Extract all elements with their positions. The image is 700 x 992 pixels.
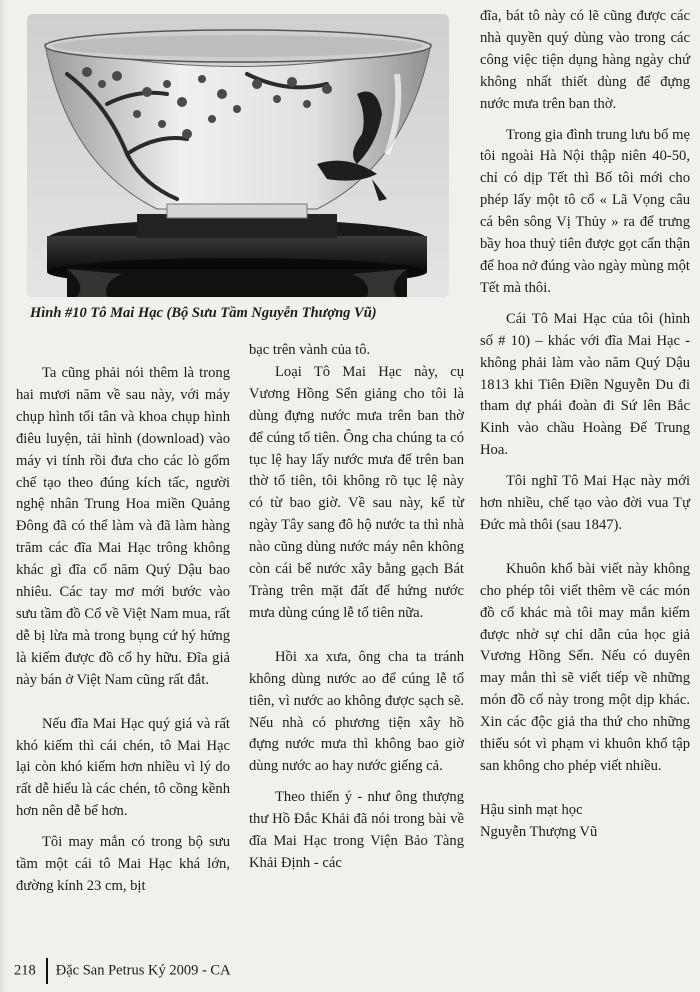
- text-column-3: [480, 6, 690, 844]
- paragraph: bạc trên vành của tô.: [249, 342, 371, 358]
- paragraph: Khuôn khổ bài viết này không cho phép tôi viết thêm về các món đồ cổ khác mà tôi may mắn kiếm được nhờ sự chỉ dẫn của học giả Vương Hồng Sển. Nếu có duyên may mắn thì sẽ viết tiếp về những món đồ cổ này trong một dịp khác. Xin các độc giả tha thứ cho những thiếu sót vì phạm vi khuôn khổ tập san không cho phép viết nhiều.: [480, 560, 690, 774]
- text-column-1: [16, 363, 230, 898]
- paragraph: Trong gia đình trung lưu bố mẹ tôi ngoài Hà Nội thập niên 40-50, chỉ có dịp Tết thì Bố tôi mới cho phép lấy một tô cổ « Lã Vọng câu cá bên sông Vị Thủy » ra để trưng bầy hoa thuỷ tiên được gọt cẩn thận để hoa nở đúng vào ngày mùng một Tết mà thôi.: [480, 126, 690, 296]
- page-binding-shadow: [0, 0, 6, 992]
- paragraph: Ta cũng phải nói thêm là trong hai mươi năm về sau này, với máy chụp hình tối tân và khoa chụp hình điêu luyện, tải hình (download) vào máy vi tính rồi đưa cho các lò gốm chế tạo theo đúng kích tấc, người nghệ nhân Trung Hoa miền Quảng Đông đã có thể làm và đã làm hàng trăm các đĩa Mai Hạc trông không khác gì đĩa cổ năm Quý Dậu bao nhiêu. Các tay mơ mới bước vào sưu tầm đồ Cổ về Việt Nam mua, rất dễ bị lừa mà trong bụng cứ hý hửng là kiếm được đồ cổ hy hữu. Đĩa giả này bán ở Việt Nam cũng rất đắt.: [16, 365, 230, 688]
- text-column-2: [249, 340, 464, 875]
- paragraph: Theo thiển ý - như ông thượng thư Hồ Đắc Khải đã nói trong bài về đĩa Mai Hạc trong Viện Bảo Tàng Khải Định - các: [249, 789, 464, 871]
- page-number: 218: [14, 962, 36, 979]
- signature-author: Nguyễn Thượng Vũ: [480, 823, 598, 840]
- publication-title: Đặc San Petrus Ký 2009 - CA: [55, 962, 231, 979]
- paragraph: đĩa, bát tô này có lẽ cũng được các nhà quyền quý dùng vào trong các công việc tiện dụng hàng ngày chứ không nhất thiết dùng để đựng nước mưa trên ban thờ.: [480, 8, 690, 112]
- paragraph: Hồi xa xưa, ông cha ta tránh không dùng nước ao để cúng lễ tổ tiên, vì nước ao không được sạch sẽ. Nếu nhà có phương tiện xây hồ đựng nước mưa thì không bao giờ dùng nước ao hay nước giếng cả.: [249, 648, 464, 775]
- bowl-photo: [27, 14, 449, 297]
- paragraph: Loại Tô Mai Hạc này, cụ Vương Hồng Sển giảng cho tôi là dùng đựng nước mưa trên ban thờ để cúng tổ tiên. Ông cha chúng ta có tục lệ hay lấy nước mưa để trên ban thờ tổ tiên, tôi không rõ tục lệ này có từ bao giờ. Về sau này, kể từ ngày Tây sang đô hộ nước ta thì nhà nào cũng dùng nước máy nên không còn cái bể nước xây bằng gạch Bát Tràng trên mặt đất để hứng nước mưa dùng cúng lễ tổ tiên nữa.: [249, 363, 464, 621]
- footer-divider: [46, 958, 48, 984]
- bowl-illustration: [27, 14, 449, 297]
- paragraph: Cái Tô Mai Hạc của tôi (hình số # 10) – khác với đĩa Mai Hạc - không phải làm vào năm Quý Dậu 1813 khi Tiên Điền Nguyễn Du đi tham dự phái đoàn đi Sứ lên Bắc Kinh vào chầu Hoàng Đế Trung Hoa.: [480, 310, 690, 459]
- page-footer: [14, 958, 231, 984]
- signature-line-1: Hậu sinh mạt học: [480, 801, 583, 818]
- paragraph: Nếu đĩa Mai Hạc quý giá và rất khó kiếm thì cái chén, tô Mai Hạc lại còn khó kiếm hơn nhiều vì lý do rất dễ hiểu là các chén, tô cồng kềnh hơn nên dễ bể hơn.: [16, 715, 230, 820]
- paragraph: Tôi nghĩ Tô Mai Hạc này mới hơn nhiều, chế tạo vào đời vua Tự Đức mà thôi (sau 1847).: [480, 473, 690, 533]
- figure-caption: Hình #10 Tô Mai Hạc (Bộ Sưu Tầm Nguyễn Thượng Vũ): [30, 305, 377, 321]
- paragraph: Tôi may mắn có trong bộ sưu tầm một cái tô Mai Hạc khá lớn, đường kính 23 cm, bịt: [16, 834, 230, 894]
